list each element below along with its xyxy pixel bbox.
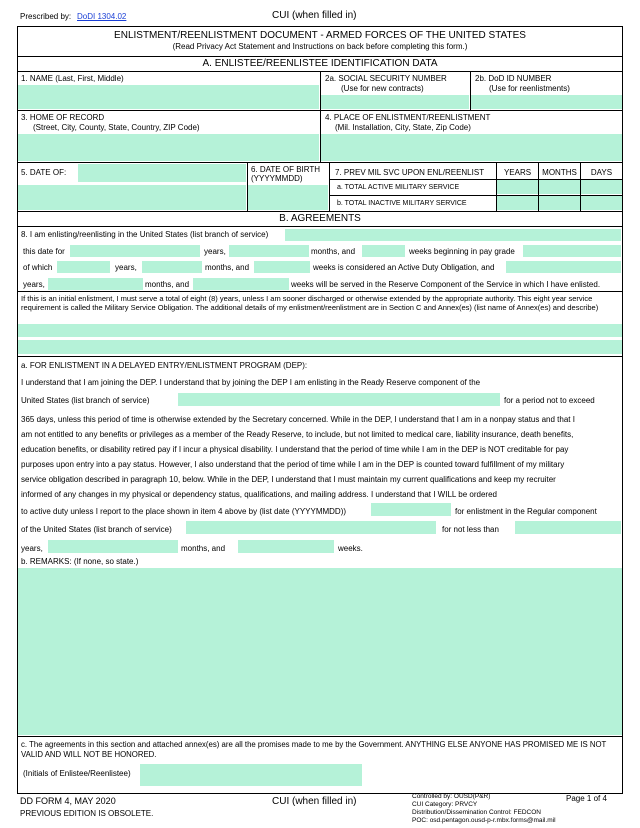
initials-field[interactable]	[140, 764, 362, 786]
dep-para-1: 365 days, unless this period of time is otherwise extended by the Secretary concerned. While in the DEP, I understand that I am in a nonpay status and that I	[21, 415, 575, 424]
dep-line1: I understand that I am joining the DEP. I understand that by joining the DEP I am enlisting in the Ready Reserve component of the	[21, 378, 481, 387]
ado-months-field[interactable]	[142, 261, 202, 273]
dep-months-and-label: months, and	[181, 544, 226, 553]
form-subtitle: (Read Privacy Act Statement and Instructions on back before completing this form.)	[172, 42, 468, 51]
inactive-label: b. TOTAL INACTIVE MILITARY SERVICE	[337, 200, 467, 207]
dep-para-4: purposes upon entry into a pay status. However, I also understand that the period of time while I am in the DEP is counted toward fulfillment of my military	[21, 460, 565, 469]
ado-weeks-field[interactable]	[254, 261, 310, 273]
years-label-2: years,	[115, 263, 137, 272]
controlled-by: Controlled by: OUSD(P&R)	[412, 793, 491, 800]
dob-sub: (YYYYMMDD)	[251, 174, 303, 183]
of-which-label: of which	[23, 263, 53, 272]
ssn-field[interactable]	[321, 95, 469, 109]
dep-para-6: informed of any changes in my physical or dependency status, qualifications, and mailing address. I understand that I WILL be ordered	[21, 490, 497, 499]
prescribed-link[interactable]: DoDI 1304.02	[77, 12, 127, 21]
section-b-title: B. AGREEMENTS	[279, 213, 361, 224]
dep-months-field[interactable]	[48, 540, 178, 553]
home-field[interactable]	[18, 134, 319, 161]
months-and-label-2: months, and	[205, 263, 250, 272]
name-label: 1. NAME (Last, First, Middle)	[21, 74, 124, 83]
remarks-label: b. REMARKS: (If none, so state.)	[21, 557, 139, 566]
place-field[interactable]	[321, 134, 622, 161]
dep-active-label: to active duty unless I report to the place shown in item 4 above by (list date (YYYYMMDD))	[21, 507, 347, 516]
dep-years-label: years,	[21, 544, 43, 553]
dodid-field[interactable]	[471, 95, 622, 109]
active-days-field[interactable]	[581, 180, 622, 194]
prescribed-label: Prescribed by:	[20, 12, 72, 21]
dep-weeks-label: weeks.	[338, 544, 363, 553]
years-label-3: years,	[23, 280, 45, 289]
initial-enlistment-text: If this is an initial enlistment, I must serve a total of eight (8) years, unless I am sooner discharged or otherwise extended by the appropriate authority. This eight year service requirement is called the Military Service Obligation. The additional details of my enlistment/reenlistment are in Section C and Annex(es) (list name of Annex(es) and describe)	[21, 294, 599, 313]
inactive-years-field[interactable]	[497, 196, 538, 210]
place-label: 4. PLACE OF ENLISTMENT/REENLISTMENT	[325, 113, 491, 122]
reserve-years-lead-field[interactable]	[506, 261, 621, 273]
cui-footer: CUI (when filled in)	[272, 796, 357, 807]
inactive-days-field[interactable]	[581, 196, 622, 210]
weeks-ado-label: weeks is considered an Active Duty Obligation, and	[313, 263, 495, 272]
form-number: DD FORM 4, MAY 2020	[20, 796, 116, 806]
inactive-months-field[interactable]	[539, 196, 580, 210]
dep-us-label: United States (list branch of service)	[21, 396, 150, 405]
dep-weeks-field[interactable]	[238, 540, 334, 553]
home-sub: (Street, City, County, State, Country, ZIP Code)	[33, 123, 200, 132]
months-and-label-1: months, and	[311, 247, 356, 256]
ssn-sub: (Use for new contracts)	[341, 84, 424, 93]
term-weeks-field[interactable]	[362, 245, 405, 257]
dep-not-less-label: for not less than	[442, 525, 499, 534]
name-field[interactable]	[18, 85, 319, 109]
date-of-label: 5. DATE OF:	[21, 168, 67, 177]
annex-field-1[interactable]	[18, 324, 622, 337]
reserve-months-field[interactable]	[48, 278, 143, 290]
days-header: DAYS	[590, 168, 613, 177]
dep-years-field[interactable]	[515, 521, 621, 534]
place-sub: (Mil. Installation, City, State, Zip Code)	[335, 123, 471, 132]
page-number: Page 1 of 4	[566, 794, 607, 803]
poc-email: POC: osd.pentagon.ousd-p-r.mbx.forms@mail.mil	[412, 817, 556, 824]
active-label: a. TOTAL ACTIVE MILITARY SERVICE	[337, 184, 460, 191]
dep-para-3: education benefits, or disability retired pay if I incur a physical disability. I understand that the period of time while I am in the DEP is NOT creditable for pay	[21, 445, 569, 454]
dob-field[interactable]	[248, 185, 328, 210]
dob-label: 6. DATE OF BIRTH	[251, 165, 321, 174]
reserve-weeks-field[interactable]	[193, 278, 289, 290]
months-header: MONTHS	[542, 168, 577, 177]
weeks-pay-label: weeks beginning in pay grade	[409, 247, 515, 256]
dep-para-5: service obligation described in paragraph 10, below. While in the DEP, I understand that I must maintain my current qualifications and keep my recruiter	[21, 475, 556, 484]
dep-para-2: am not entitled to any benefits or privileges as a member of the Ready Reserve, to include, but not limited to medical care, liability insurance, death benefits,	[21, 430, 574, 439]
dodid-sub: (Use for reenlistments)	[489, 84, 570, 93]
dep-period-label: for a period not to exceed	[504, 396, 595, 405]
initials-label: (Initials of Enlistee/Reenlistee)	[23, 769, 131, 778]
dep-report-date-field[interactable]	[371, 503, 451, 516]
date-of-field[interactable]	[18, 185, 246, 210]
c-agreement-text: c. The agreements in this section and attached annex(es) are all the promises made to me by the Government. ANYTHING ELSE ANYONE HAS PROMISED ME IS NOT VALID AND WILL NOT BE HONORED.	[21, 740, 607, 759]
years-label-1: years,	[204, 247, 226, 256]
dep-branch-field[interactable]	[178, 393, 500, 406]
active-years-field[interactable]	[497, 180, 538, 194]
branch-field[interactable]	[285, 229, 621, 241]
active-months-field[interactable]	[539, 180, 580, 194]
term-years-field[interactable]	[70, 245, 200, 257]
dissemination-control: Distribution/Dissemination Control: FEDCON	[412, 809, 541, 816]
form-title: ENLISTMENT/REENLISTMENT DOCUMENT - ARMED FORCES OF THE UNITED STATES	[114, 30, 526, 41]
ado-years-field[interactable]	[57, 261, 110, 273]
weeks-reserve-label: weeks will be served in the Reserve Component of the Service in which I have enlisted.	[291, 280, 601, 289]
date-of-type-field[interactable]	[78, 164, 246, 182]
months-and-label-3: months, and	[145, 280, 190, 289]
dep-regular-label: for enlistment in the Regular component	[455, 507, 597, 516]
line8-label: 8. I am enlisting/reenlisting in the United States (list branch of service)	[21, 230, 269, 239]
dep-of-us-label: of the United States (list branch of service)	[21, 525, 172, 534]
this-date-for-label: this date for	[23, 247, 65, 256]
home-label: 3. HOME OF RECORD	[21, 113, 105, 122]
obsolete-notice: PREVIOUS EDITION IS OBSOLETE.	[20, 809, 154, 818]
remarks-field[interactable]	[18, 568, 622, 735]
dodid-label: 2b. DoD ID NUMBER	[475, 74, 552, 83]
prev-svc-label: 7. PREV MIL SVC UPON ENL/REENLIST	[335, 168, 485, 177]
annex-field-2[interactable]	[18, 340, 622, 354]
dep-regular-branch-field[interactable]	[186, 521, 436, 534]
pay-grade-field[interactable]	[523, 245, 621, 257]
dep-heading: a. FOR ENLISTMENT IN A DELAYED ENTRY/ENLISTMENT PROGRAM (DEP):	[21, 361, 308, 370]
ssn-label: 2a. SOCIAL SECURITY NUMBER	[325, 74, 447, 83]
section-a-title: A. ENLISTEE/REENLISTEE IDENTIFICATION DATA	[202, 58, 438, 69]
cui-header: CUI (when filled in)	[272, 10, 357, 21]
term-months-field[interactable]	[229, 245, 309, 257]
cui-category: CUI Category: PRVCY	[412, 801, 478, 808]
years-header: YEARS	[503, 168, 532, 177]
